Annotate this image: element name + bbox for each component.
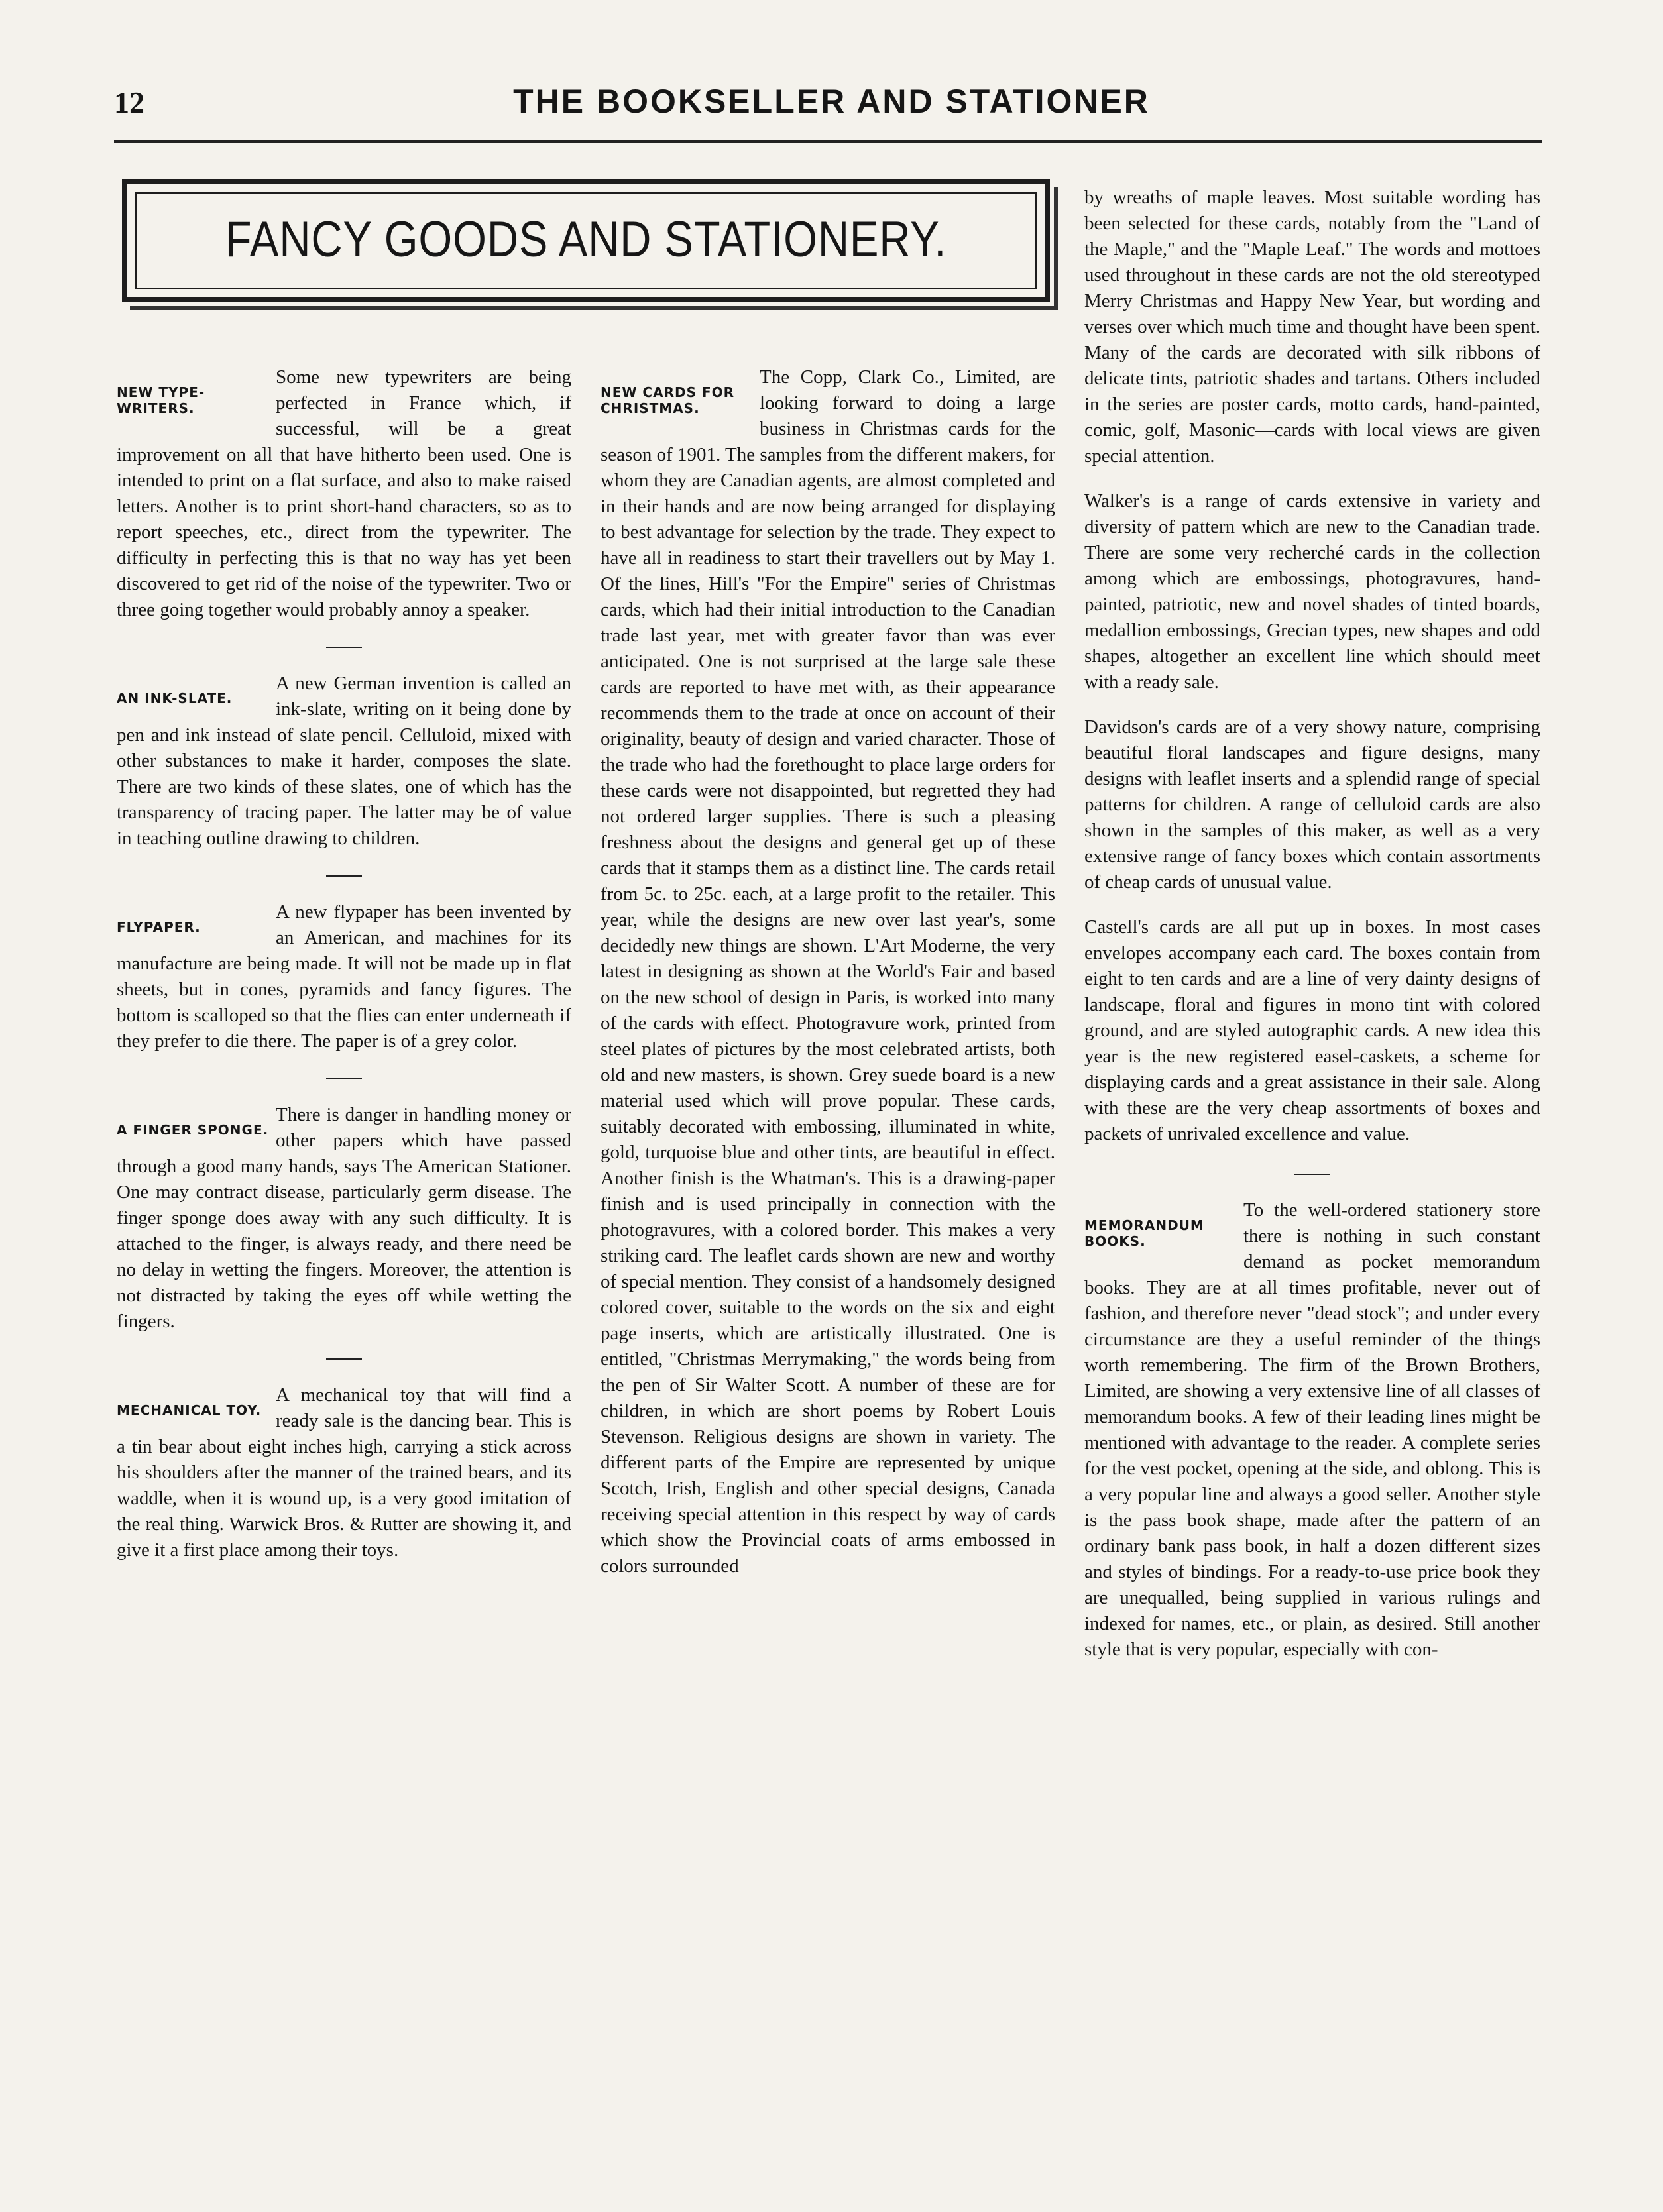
article-text: To the well-ordered stationery store there is nothing in such constant demand as pocket memorandum books. They are at all times profitable, never out of fashion, and therefore never "dead stock"; and under every circumstance are they a useful reminder of the things worth remembering. The firm of the Brown Brothers, Limited, are showing a very extensive line of all classes of memorandum books. A few of their leading lines might be mentioned with advantage to the reader. A complete series for the vest pocket, opening at the side, and oblong. This is a very popular line and always a good seller. Another style is the pass book shape, made after the pattern of an ordinary bank pass book, in half a dozen different sizes and styles of bindings. For a ready-to-use price book they are unequalled, being supplied in various rulings and indexed for names, etc., or plain, as desired. Still another style that is very popular, especially with con- [1084,1199,1540,1660]
article-text: A mechanical toy that will find a ready sale is the dancing bear. This is a tin bear about eight inches high, carrying a stick across his shoulders after the manner of the trained bears, and its waddle, when it is wound up, is a very good imitation of the real thing. Warwick Bros. & Rutter are showing it, and give it a first place among their toys. [117,1384,571,1561]
section-title: FANCY GOODS AND STATIONERY. [225,211,947,268]
paragraph: Davidson's cards are of a very showy nature, comprising beautiful floral landscapes and figure designs, many designs with leaflet inserts and a splendid range of special patterns for children. A range of celluloid cards are also shown in the samples of this maker, as well as a very extensive range of fancy boxes which contain assortments of cheap cards of unusual value. [1084,716,1540,893]
article-text: A new German invention is called an ink-slate, writing on it being done by pen and ink instead of slate pencil. Celluloid, mixed with other substances to make it harder, composes the slate. There are two kinds of these slates, one of which has the transparency of tracing paper. The latter may be of value in teaching outline drawing to children. [117,673,571,849]
paragraph: Castell's cards are all put up in boxes. In most cases envelopes accompany each card. The boxes contain from eight to ten cards and are a line of very dainty designs of landscape, floral and figures in mono tint with colored ground, and are styled autographic cards. A new idea this year is the new registered easel-caskets, a scheme for displaying cards and a great assistance in their sale. Along with these are the very cheap assortments of boxes and packets of unrivaled excellence and value. [1084,916,1540,1144]
title-box [122,179,1050,302]
article-flypaper [117,899,571,1054]
side-heading: NEW TYPE-WRITERS. [117,384,205,416]
article-text: The Copp, Clark Co., Limited, are looking forward to doing a large business in Christmas cards for the season of 1901. The samples from the different makers, for whom they are Canadian agents, are almost completed and in their hands and are now being arranged for displaying to best advantage for selection by the trade. They expect to have all in readiness to start their travellers out by May 1. Of the lines, Hill's "For the Empire" series of Christmas cards, which had their initial introduction to the Canadian trade last year, met with greater favor than was ever anticipated. One is not surprised at the large sale these cards are reported to have met with, as their appearance recommends them to the trade at once on account of their originality, beauty of design and varied character. Those of the trade who had the forethought to place large orders for these cards were not disappointed, but regretted they had not ordered larger supplies. There is such a pleasing freshness about the designs and general get up of these cards that it stamps them as a distinct line. The cards retail from 5c. to 25c. each, at a large profit to the retailer. This year, while the designs are new over last year's, some decidedly new things are shown. L'Art Moderne, the very latest in designing as shown at the World's Fair and based on the new school of design in Paris, is worked into many of the cards with effect. Photogravure work, printed from steel plates of pictures by the most celebrated artists, both old and new masters, is shown. Grey suede board is a new material used which will prove popular. These cards, suitably decorated with embossing, illuminated in white, gold, turquoise blue and other tints, are beautiful in effect. Another finish is the Whatman's. This is a drawing-paper finish and is used principally in connection with the photogravures, with a colored border. This makes a very striking card. The leaflet cards shown are new and worthy of special mention. They consist of a handsomely designed colored cover, suitable to the words on the six and eight page inserts, which are artistically illustrated. One is entitled, "Christmas Merrymaking," the words being from the pen of Sir Walter Scott. A number of these are for children, in which are short poems by Robert Louis Stevenson. Religious designs are shown in variety. The different parts of the Empire are represented by unique Scotch, Irish, English and other special designs, Canada receiving special attention in this respect by way of cards which show the Provincial coats of arms embossed in colors surrounded [601,366,1055,1576]
divider [326,1358,362,1360]
christmas-cards-continued [1084,185,1540,1147]
article-memorandum-books [1084,1197,1540,1663]
header-rule [114,140,1542,143]
divider [326,647,362,648]
article-ink-slate [117,671,571,852]
running-title: THE BOOKSELLER AND STATIONER [513,83,1150,120]
page-number: 12 [114,85,144,119]
column-3 [1084,166,1540,1687]
column-2 [601,364,1055,1603]
column-1 [117,364,571,1587]
article-mechanical-toy [117,1382,571,1563]
side-heading: A FINGER SPONGE. [117,1122,269,1138]
article-text: A new flypaper has been invented by an American, and machines for its manufacture are being made. It will not be made up in flat sheets, but in cones, pyramids and fancy figures. The bottom is scalloped so that the flies can enter underneath if they prefer to die there. The paper is of a grey color. [117,901,571,1052]
article-text: Some new typewriters are being perfected in France which, if successful, will be a great improvement on all that have hitherto been used. One is intended to print on a flat surface, and also to make raised letters. Another is to print short-hand characters, so as to report speeches, etc., direct from the typewriter. The difficulty in perfecting this is that no way has yet been discovered to get rid of the noise of the typewriter. Two or three going together would probably annoy a speaker. [117,366,571,620]
side-heading: MEMORANDUM BOOKS. [1084,1217,1204,1249]
side-heading: FLYPAPER. [117,919,201,935]
side-heading: MECHANICAL TOY. [117,1402,262,1418]
article-christmas-cards [601,364,1055,1579]
divider [1294,1174,1330,1175]
side-heading: NEW CARDS FOR CHRISTMAS. [601,384,735,416]
article-typewriters [117,364,571,623]
paragraph: by wreaths of maple leaves. Most suitable wording has been selected for these cards, notably from the "Land of the Maple," and the "Maple Leaf." The words and mottoes used throughout in these cards are not the old stereotyped Merry Christmas and Happy New Year, but wording and verses over which much time and thought have been spent. Many of the cards are decorated with silk ribbons of delicate tints, patriotic shades and tartans. Others included in the series are poster cards, motto cards, hand-painted, comic, golf, Masonic—cards with local views are given special attention. [1084,187,1540,467]
divider [326,1078,362,1079]
divider [326,875,362,877]
side-heading: AN INK-SLATE. [117,691,233,706]
article-finger-sponge [117,1102,571,1335]
paragraph: Walker's is a range of cards extensive in variety and diversity of pattern which are new to the Canadian trade. There are some very recherché cards in the collection among which are embossings, photogravures, hand-painted, patriotic, new and novel shades of tinted boards, medallion embossings, Grecian types, new shapes and odd shapes, altogether an excellent line which should meet with a ready sale. [1084,490,1540,692]
article-text: There is danger in handling money or other papers which have passed through a good many hands, says The American Stationer. One may contract disease, particularly germ disease. The finger sponge does away with any such difficulty. It is attached to the finger, is always ready, and there need be no delay in wetting the fingers. Moreover, the attention is not distracted by taking the eyes off while wetting the fingers. [117,1104,571,1332]
